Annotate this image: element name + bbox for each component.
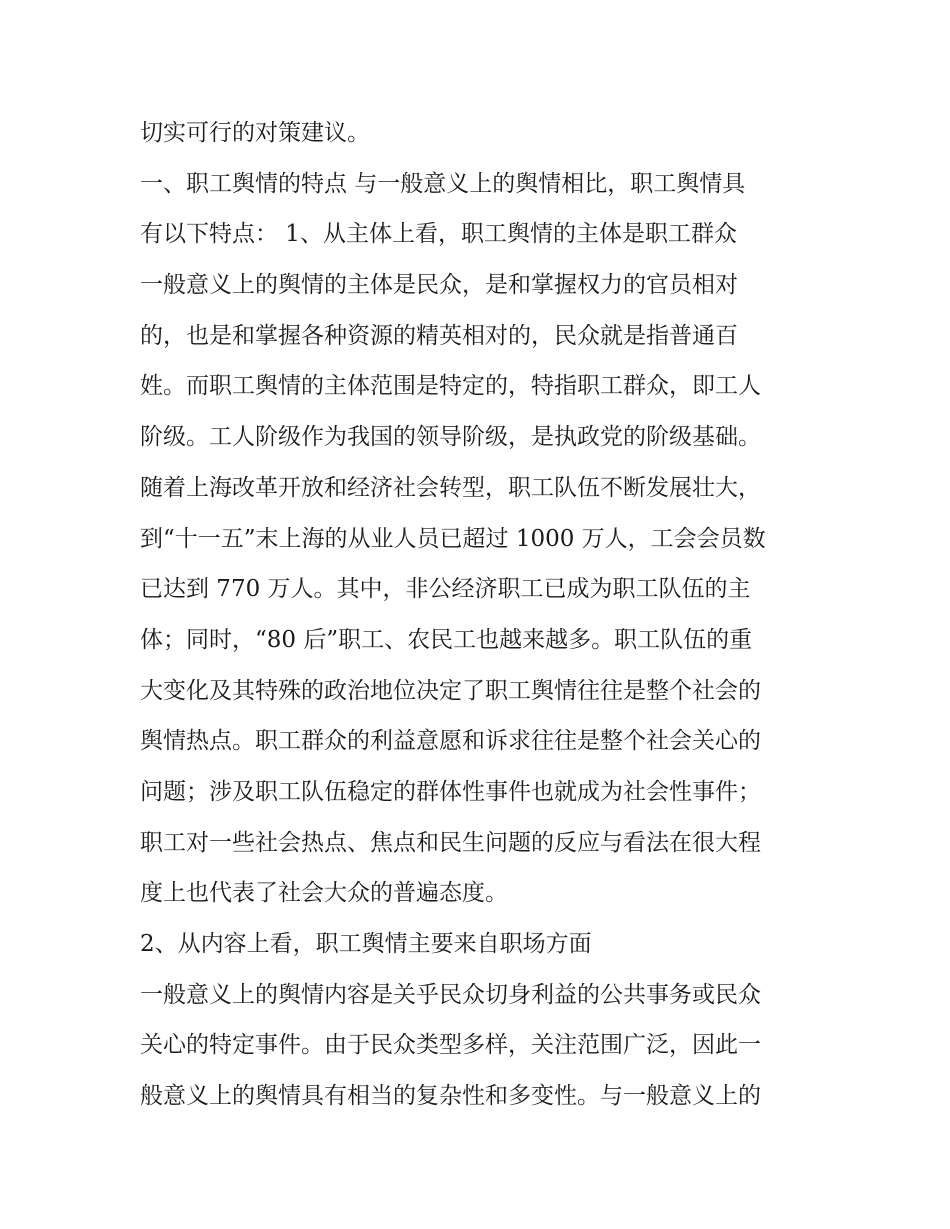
text-line: 切实可行的对策建议。 xyxy=(140,120,370,146)
text-line: 一、职工舆情的特点 与一般意义上的舆情相比，职工舆情具 xyxy=(140,170,746,197)
text-line: 姓。而职工舆情的主体范围是特定的，特指职工群众，即工人 xyxy=(140,373,761,400)
text-line: 大变化及其特殊的政治地位决定了职工舆情往往是整个社会的 xyxy=(140,677,761,704)
body-text xyxy=(140,108,820,1122)
text-line: 随着上海改革开放和经济社会转型，职工队伍不断发展壮大， xyxy=(140,474,761,501)
text-line: 般意义上的舆情具有相当的复杂性和多变性。与一般意义上的 xyxy=(140,1083,761,1110)
text-line: 一般意义上的舆情的主体是民众，是和掌握权力的官员相对 xyxy=(140,272,738,299)
text-line: 体；同时，“80 后”职工、农民工也越来越多。职工队伍的重 xyxy=(140,626,753,653)
text-line: 一般意义上的舆情内容是关乎民众切身利益的公共事务或民众 xyxy=(140,981,761,1008)
text-line: 有以下特点： 1、从主体上看，职工舆情的主体是职工群众 xyxy=(140,221,737,248)
text-line: 到“十一五”末上海的从业人员已超过 1000 万人，工会会员数 xyxy=(140,525,766,552)
text-line: 已达到 770 万人。其中，非公经济职工已成为职工队伍的主 xyxy=(140,576,751,603)
text-line: 职工对一些社会热点、焦点和民生问题的反应与看法在很大程 xyxy=(140,829,761,856)
text-line: 的，也是和掌握各种资源的精英相对的，民众就是指普通百 xyxy=(140,322,738,349)
text-line: 舆情热点。职工群众的利益意愿和诉求往往是整个社会关心的 xyxy=(140,728,761,755)
text-line: 度上也代表了社会大众的普遍态度。 xyxy=(140,880,508,907)
text-line: 问题；涉及职工队伍稳定的群体性事件也就成为社会性事件； xyxy=(140,778,761,805)
text-line: 2、从内容上看，职工舆情主要来自职场方面 xyxy=(140,931,592,957)
text-line: 阶级。工人阶级作为我国的领导阶级，是执政党的阶级基础。 xyxy=(140,424,761,451)
text-line: 关心的特定事件。由于民众类型多样，关注范围广泛，因此一 xyxy=(140,1032,761,1059)
